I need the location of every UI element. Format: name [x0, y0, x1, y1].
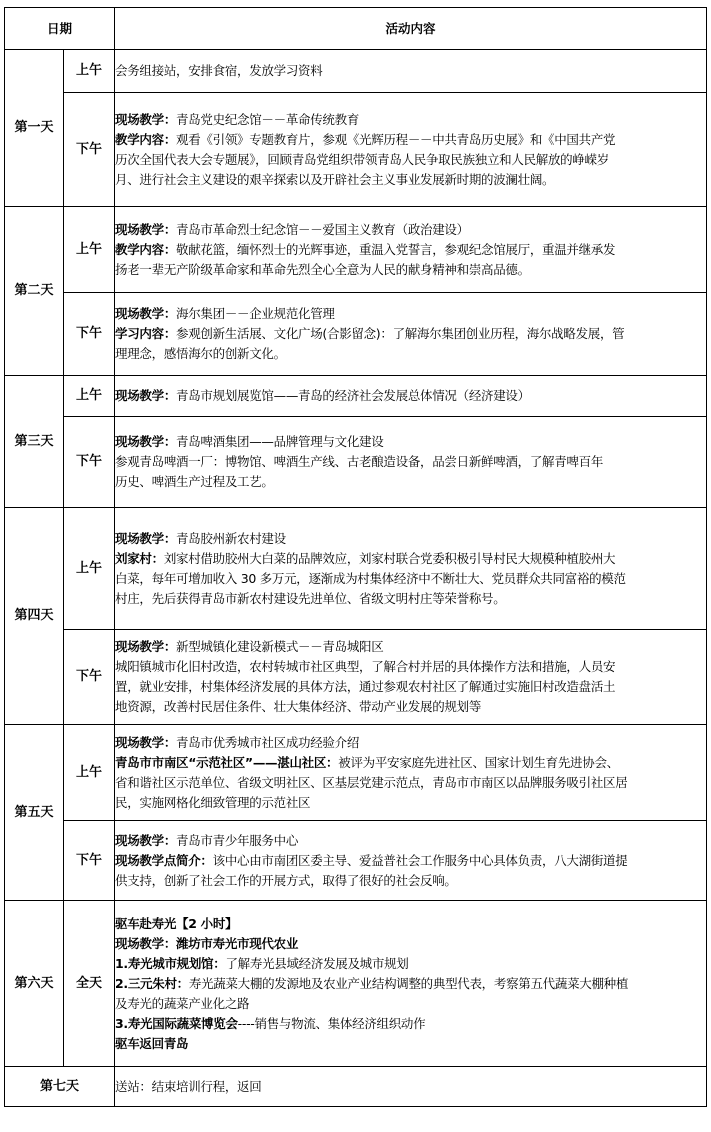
activity-content — [115, 725, 707, 821]
period-label: 下午 — [64, 93, 115, 207]
content-line — [115, 773, 706, 793]
content-line — [115, 1034, 706, 1054]
content-text: 地资源，改善村民居住条件、壮大集体经济、带动产业发展的规划等 — [115, 699, 482, 714]
content-line — [115, 240, 706, 260]
period-label: 上午 — [64, 725, 115, 821]
day-session-row — [5, 901, 707, 1067]
period-label: 上午 — [64, 508, 115, 630]
content-line — [115, 150, 706, 170]
activity-content — [115, 207, 707, 293]
content-line — [115, 452, 706, 472]
content-text: 理理念，感悟海尔的创新文化。 — [115, 346, 286, 361]
content-line — [115, 677, 706, 697]
day-session-row — [5, 630, 707, 725]
day-label: 第七天 — [5, 1067, 115, 1107]
content-line — [115, 344, 706, 364]
content-text: 民，实施网格化细致管理的示范社区 — [115, 794, 311, 810]
content-lead: 刘家村： — [115, 550, 164, 566]
content-text: 月、进行社会主义建设的艰辛探索以及开辟社会主义事业发展新时期的波澜壮阔。 — [115, 171, 555, 187]
activity-content — [115, 508, 707, 630]
content-lead: 驱车返回青岛 — [115, 1035, 189, 1051]
content-line — [115, 220, 706, 240]
content-text: 参观创新生活展、文化广场(合影留念)：了解海尔集团创业历程，海尔战略发展，管 — [176, 326, 625, 341]
content-lead: 现场教学： — [115, 388, 177, 403]
content-text: 被评为平安家庭先进社区、国家计划生育先进协会、 — [338, 754, 619, 770]
content-line — [115, 304, 706, 324]
content-line — [115, 61, 706, 81]
content-line — [115, 569, 706, 589]
content-text: 青岛市规划展览馆——青岛的经济社会发展总体情况（经济建设） — [176, 388, 530, 403]
content-text: 白菜，每年可增加收入 30 多万元，逐渐成为村集体经济中不断壮大、党员群众共同富裕的模范 — [115, 570, 626, 586]
content-text: 青岛市革命烈士纪念馆－－爱国主义教育（政治建设） — [176, 221, 469, 237]
day-label: 第三天 — [5, 376, 64, 508]
content-line — [115, 753, 706, 773]
content-line — [115, 130, 706, 150]
content-text: 送站：结束培训行程，返回 — [115, 1078, 262, 1094]
content-text: 青岛啤酒集团——品牌管理与文化建设 — [176, 434, 384, 449]
day-label: 第五天 — [5, 725, 64, 901]
content-text: 历次全国代表大会专题展》，回顾青岛党组织带领青岛人民争取民族独立和人民解放的峥嵘岁 — [115, 151, 609, 167]
period-label: 全天 — [64, 901, 115, 1067]
activity-content — [115, 1067, 707, 1107]
header-date: 日期 — [5, 8, 115, 50]
content-line — [115, 934, 706, 954]
period-label: 下午 — [64, 293, 115, 376]
content-line — [115, 386, 706, 406]
content-line — [115, 549, 706, 569]
day-label: 第一天 — [5, 50, 64, 207]
day-session-row — [5, 293, 707, 376]
content-line — [115, 733, 706, 753]
content-line — [115, 529, 706, 549]
content-lead: 现场教学： — [115, 935, 177, 951]
day-session-row — [5, 207, 707, 293]
content-lead: 3.寿光国际蔬菜博览会 — [115, 1015, 238, 1031]
content-text: 省和谐社区示范单位、省级文明社区、区基层党建示范点，青岛市市南区以品牌服务吸引社区居 — [115, 774, 628, 790]
content-text: 青岛市青少年服务中心 — [176, 832, 299, 848]
activity-content — [115, 293, 707, 376]
content-lead: 潍坊市寿光市现代农业 — [176, 935, 299, 951]
content-lead: 驱车赴寿光【2 小时】 — [115, 915, 238, 931]
schedule-body — [5, 8, 707, 1107]
content-line — [115, 472, 706, 492]
content-line — [115, 871, 706, 891]
activity-content — [115, 93, 707, 207]
content-line — [115, 851, 706, 871]
activity-content — [115, 821, 707, 901]
content-lead: 现场教学： — [115, 530, 177, 546]
day-session-row — [5, 508, 707, 630]
content-text: 及寿光的蔬菜产业化之路 — [115, 995, 250, 1011]
content-lead: 教学内容： — [115, 241, 177, 257]
content-line — [115, 170, 706, 190]
content-lead: 现场教学： — [115, 832, 177, 848]
day-session-row — [5, 725, 707, 821]
content-line — [115, 432, 706, 452]
day-session-row — [5, 1067, 707, 1107]
content-line — [115, 793, 706, 813]
content-lead: 青岛市市南区“示范社区”——湛山社区： — [115, 754, 339, 770]
content-text: 敬献花篮，缅怀烈士的光辉事迹，重温入党誓言，参观纪念馆展厅，重温并继承发 — [176, 241, 616, 257]
content-text: 城阳镇城市化旧村改造，农村转城市社区典型，了解合村并居的具体操作方法和措施，人员安 — [115, 659, 616, 674]
content-lead: 学习内容： — [115, 326, 177, 341]
header-content: 活动内容 — [115, 8, 707, 50]
content-line — [115, 260, 706, 280]
day-session-row — [5, 417, 707, 508]
activity-content — [115, 901, 707, 1067]
content-lead: 1.寿光城市规划馆： — [115, 955, 226, 971]
day-label: 第四天 — [5, 508, 64, 725]
day-session-row — [5, 376, 707, 417]
content-line — [115, 1077, 706, 1097]
content-lead: 教学内容： — [115, 131, 177, 147]
content-text: 观看《引领》专题教育片，参观《光辉历程－－中共青岛历史展》和《中国共产党 — [176, 131, 616, 147]
period-label: 上午 — [64, 207, 115, 293]
content-text: 海尔集团－－企业规范化管理 — [176, 306, 335, 321]
content-text: 供支持，创新了社会工作的开展方式，取得了很好的社会反响。 — [115, 872, 457, 888]
content-line — [115, 1014, 706, 1034]
content-text: 寿光蔬菜大棚的发源地及农业产业结构调整的典型代表，考察第五代蔬菜大棚种植 — [188, 975, 629, 991]
schedule-table — [4, 7, 707, 1107]
content-text: 青岛党史纪念馆－－革命传统教育 — [176, 111, 360, 127]
day-session-row — [5, 93, 707, 207]
activity-content — [115, 50, 707, 93]
content-text: 参观青岛啤酒一厂：博物馆、啤酒生产线、古老酿造设备，品尝日新鲜啤酒，了解青啤百年 — [115, 454, 604, 469]
content-text: 了解寿光县域经济发展及城市规划 — [225, 955, 409, 971]
content-text: 刘家村借助胶州大白菜的品牌效应，刘家村联合党委积极引导村民大规模种植胶州大 — [163, 550, 616, 566]
content-lead: 现场教学： — [115, 639, 177, 654]
content-line — [115, 637, 706, 657]
content-lead: 2.三元朱村： — [115, 975, 189, 991]
content-lead: 现场教学： — [115, 434, 177, 449]
period-label: 下午 — [64, 630, 115, 725]
content-line — [115, 831, 706, 851]
content-line — [115, 974, 706, 994]
period-label: 下午 — [64, 821, 115, 901]
content-text: 置，就业安排，村集体经济发展的具体方法，通过参观农村社区了解通过实施旧村改造盘活土 — [115, 679, 616, 694]
content-line — [115, 657, 706, 677]
activity-content — [115, 376, 707, 417]
day-label: 第二天 — [5, 207, 64, 376]
content-lead: 现场教学： — [115, 306, 177, 321]
day-session-row — [5, 50, 707, 93]
activity-content — [115, 417, 707, 508]
content-line — [115, 914, 706, 934]
content-text: 扬老一辈无产阶级革命家和革命先烈全心全意为人民的献身精神和崇高品德。 — [115, 261, 530, 277]
content-line — [115, 324, 706, 344]
content-text: 青岛胶州新农村建设 — [176, 530, 286, 546]
content-line — [115, 697, 706, 717]
content-lead: 现场教学： — [115, 111, 177, 127]
content-text: 青岛市优秀城市社区成功经验介绍 — [176, 734, 360, 750]
content-text: 会务组接站，安排食宿，发放学习资料 — [115, 63, 323, 78]
period-label: 下午 — [64, 417, 115, 508]
content-lead: 现场教学点简介： — [115, 852, 213, 868]
content-text: 村庄，先后获得青岛市新农村建设先进单位、省级文明村庄等荣誉称号。 — [115, 590, 506, 606]
period-label: 上午 — [64, 50, 115, 93]
content-line — [115, 589, 706, 609]
content-line — [115, 110, 706, 130]
content-line — [115, 994, 706, 1014]
period-label: 上午 — [64, 376, 115, 417]
content-lead: 现场教学： — [115, 221, 177, 237]
content-line — [115, 954, 706, 974]
content-text: ----销售与物流、集体经济组织动作 — [237, 1015, 426, 1031]
content-text: 历史、啤酒生产过程及工艺。 — [115, 474, 274, 489]
content-text: 该中心由市南团区委主导、爱益普社会工作服务中心具体负责，八大湖街道提 — [212, 852, 628, 868]
content-text: 新型城镇化建设新模式－－青岛城阳区 — [176, 639, 384, 654]
day-session-row — [5, 821, 707, 901]
content-lead: 现场教学： — [115, 734, 177, 750]
header-row — [5, 8, 707, 50]
day-label: 第六天 — [5, 901, 64, 1067]
activity-content — [115, 630, 707, 725]
